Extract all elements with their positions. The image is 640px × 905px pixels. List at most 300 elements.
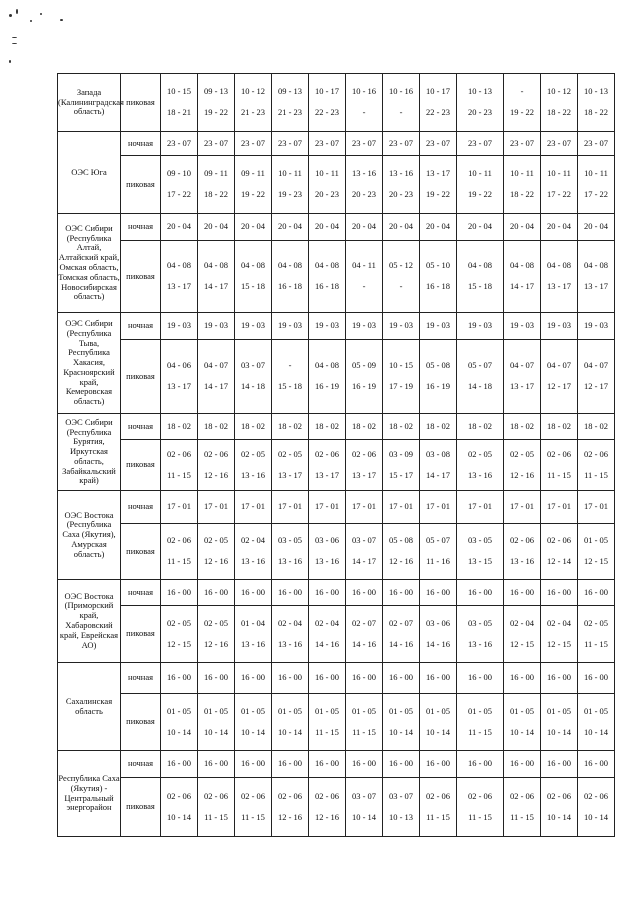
time-cell — [309, 491, 346, 524]
time-cell — [541, 694, 578, 751]
time-cell — [272, 440, 309, 491]
time-range: 16 - 18 — [277, 281, 303, 291]
period-type: ночная — [121, 214, 161, 241]
time-cell — [383, 132, 420, 156]
time-cell — [346, 491, 383, 524]
time-cell — [198, 694, 235, 751]
time-range: 15 - 18 — [277, 381, 303, 391]
time-range: 11 - 15 — [167, 556, 191, 566]
time-range: 16 - 00 — [277, 758, 303, 769]
time-range: 04 - 07 — [546, 360, 572, 371]
time-cell — [457, 74, 504, 132]
time-range: 16 - 00 — [166, 758, 192, 769]
time-cell — [541, 414, 578, 440]
time-range: 23 - 07 — [546, 137, 572, 148]
period-type: ночная — [121, 751, 161, 778]
table-row — [58, 524, 615, 580]
time-cell — [457, 214, 504, 241]
time-range: 10 - 14 — [388, 726, 414, 737]
time-range: 16 - 00 — [203, 586, 229, 597]
time-range: 16 - 00 — [277, 672, 303, 683]
time-cell — [383, 440, 420, 491]
time-cell — [346, 524, 383, 580]
time-range: 02 - 06 — [277, 790, 303, 801]
time-range: 15 - 18 — [240, 281, 266, 291]
time-range: 19 - 22 — [467, 189, 493, 199]
time-range: 16 - 00 — [509, 672, 535, 683]
scan-speck — [12, 43, 17, 44]
time-range: 12 - 17 — [583, 381, 609, 391]
time-cell — [420, 440, 457, 491]
time-cell — [578, 778, 615, 837]
time-cell — [457, 663, 504, 694]
time-cell — [578, 313, 615, 340]
time-range: - — [520, 86, 524, 97]
time-cell — [161, 440, 198, 491]
time-cell — [346, 214, 383, 241]
time-range: 01 - 05 — [546, 705, 572, 716]
time-range: 20 - 04 — [583, 221, 609, 232]
time-cell — [383, 524, 420, 580]
scan-speck — [9, 14, 12, 17]
time-range: 15 - 18 — [467, 281, 493, 291]
time-range: 16 - 00 — [425, 758, 451, 769]
time-cell — [309, 606, 346, 663]
time-range: 20 - 23 — [314, 189, 340, 199]
region-name: ОЭС Сибири (Республика Тыва, Республика Хакасия, Красноярский край, Кемеровская область) — [58, 313, 121, 414]
time-cell — [198, 214, 235, 241]
time-cell — [578, 663, 615, 694]
time-cell — [161, 663, 198, 694]
time-cell — [161, 778, 198, 837]
period-type: пиковая — [121, 156, 161, 214]
time-range: 10 - 11 — [547, 168, 571, 179]
time-range: 10 - 14 — [351, 811, 377, 822]
table-row — [58, 778, 615, 837]
time-cell — [420, 414, 457, 440]
time-range: 14 - 17 — [509, 281, 535, 291]
time-range: 11 - 15 — [352, 726, 376, 737]
time-range: 18 - 22 — [203, 189, 229, 199]
table-row — [58, 340, 615, 414]
time-cell — [504, 74, 541, 132]
time-range: 16 - 00 — [314, 758, 340, 769]
time-range: 14 - 16 — [388, 638, 414, 649]
time-cell — [457, 313, 504, 340]
time-range: 20 - 04 — [509, 221, 535, 232]
time-cell — [198, 414, 235, 440]
time-cell — [420, 491, 457, 524]
time-cell — [161, 340, 198, 414]
time-range: 10 - 17 — [425, 86, 451, 97]
time-range: 02 - 06 — [583, 448, 609, 459]
time-cell — [541, 580, 578, 606]
time-cell — [198, 340, 235, 414]
time-range: 10 - 16 — [388, 86, 414, 97]
time-cell — [457, 340, 504, 414]
time-range: - — [288, 360, 292, 371]
time-range: 12 - 16 — [203, 469, 229, 480]
time-range: 17 - 01 — [277, 501, 303, 512]
time-cell — [541, 156, 578, 214]
time-cell — [541, 74, 578, 132]
time-range: 10 - 12 — [240, 86, 266, 97]
time-cell — [504, 663, 541, 694]
time-range: 19 - 03 — [425, 320, 451, 331]
time-cell — [346, 132, 383, 156]
time-cell — [420, 132, 457, 156]
time-range: 18 - 21 — [166, 107, 192, 117]
scan-speck — [40, 13, 42, 15]
time-range: 19 - 03 — [314, 320, 340, 331]
time-range: 17 - 22 — [166, 189, 192, 199]
time-cell — [272, 663, 309, 694]
scan-speck — [16, 9, 18, 14]
time-range: 01 - 05 — [388, 705, 414, 716]
period-type: пиковая — [121, 241, 161, 313]
time-range: 12 - 15 — [509, 638, 535, 649]
time-cell — [578, 132, 615, 156]
time-cell — [504, 340, 541, 414]
time-range: 13 - 16 — [240, 638, 266, 649]
region-name: ОЭС Востока (Приморский край, Хабаровский край, Еврейская АО) — [58, 580, 121, 663]
time-cell — [504, 524, 541, 580]
time-range: 19 - 03 — [277, 320, 303, 331]
time-cell — [161, 414, 198, 440]
time-range: 14 - 17 — [203, 281, 229, 291]
region-name: ОЭС Юга — [58, 132, 121, 214]
time-range: 18 - 02 — [314, 420, 340, 431]
time-cell — [457, 778, 504, 837]
time-range: 10 - 14 — [166, 726, 192, 737]
time-range: 13 - 16 — [240, 556, 266, 566]
time-cell — [272, 214, 309, 241]
time-cell — [309, 214, 346, 241]
time-cell — [541, 214, 578, 241]
time-range: 16 - 00 — [314, 672, 340, 683]
time-range: 02 - 06 — [509, 790, 535, 801]
time-range: 17 - 01 — [467, 501, 493, 512]
time-range: 01 - 05 — [240, 705, 266, 716]
time-range: 16 - 00 — [546, 758, 572, 769]
time-range: 10 - 11 — [468, 168, 492, 179]
time-cell — [272, 132, 309, 156]
time-range: 23 - 07 — [351, 137, 377, 148]
time-range: 20 - 04 — [240, 221, 266, 232]
time-range: 09 - 11 — [204, 168, 228, 179]
time-range: 17 - 01 — [546, 501, 572, 512]
time-cell — [272, 606, 309, 663]
region-name: ОЭС Сибири (Республика Алтай, Алтайский край, Омская область, Томская область, Новосибирская область) — [58, 214, 121, 313]
time-cell — [272, 491, 309, 524]
time-range: 20 - 04 — [546, 221, 572, 232]
time-range: 12 - 14 — [546, 556, 572, 566]
time-cell — [272, 74, 309, 132]
time-range: 16 - 00 — [277, 586, 303, 597]
time-range: 20 - 04 — [467, 221, 493, 232]
time-range: 04 - 08 — [546, 260, 572, 271]
time-range: 12 - 16 — [314, 811, 340, 822]
time-range: 23 - 07 — [388, 137, 414, 148]
time-range: 20 - 04 — [203, 221, 229, 232]
time-cell — [272, 580, 309, 606]
time-range: 09 - 10 — [166, 168, 192, 179]
time-cell — [235, 491, 272, 524]
time-cell — [457, 414, 504, 440]
time-range: 19 - 03 — [240, 320, 266, 331]
time-range: 02 - 06 — [203, 790, 229, 801]
time-range: 02 - 06 — [314, 448, 340, 459]
time-range: 13 - 17 — [166, 381, 192, 391]
time-range: 19 - 22 — [509, 107, 535, 117]
time-range: 02 - 06 — [314, 790, 340, 801]
time-cell — [457, 606, 504, 663]
time-range: 17 - 01 — [509, 501, 535, 512]
time-cell — [504, 751, 541, 778]
time-cell — [457, 440, 504, 491]
time-range: 19 - 22 — [425, 189, 451, 199]
time-range: 17 - 01 — [425, 501, 451, 512]
time-cell — [235, 580, 272, 606]
time-range: 02 - 06 — [351, 448, 377, 459]
time-cell — [272, 524, 309, 580]
time-range: 04 - 08 — [277, 260, 303, 271]
time-cell — [578, 606, 615, 663]
time-cell — [309, 414, 346, 440]
time-range: 03 - 05 — [467, 535, 493, 546]
time-cell — [161, 214, 198, 241]
time-cell — [346, 313, 383, 340]
time-range: 18 - 02 — [203, 420, 229, 431]
time-range: 13 - 15 — [467, 556, 493, 566]
time-range: 16 - 19 — [425, 381, 451, 391]
time-cell — [578, 156, 615, 214]
time-cell — [309, 751, 346, 778]
time-range: 16 - 18 — [314, 281, 340, 291]
table-row — [58, 663, 615, 694]
time-range: 03 - 05 — [467, 617, 493, 628]
time-range: 16 - 00 — [166, 586, 192, 597]
time-range: 14 - 18 — [240, 381, 266, 391]
time-range: 22 - 23 — [314, 107, 340, 117]
time-range: 18 - 02 — [388, 420, 414, 431]
time-cell — [309, 74, 346, 132]
time-cell — [383, 414, 420, 440]
time-cell — [383, 580, 420, 606]
time-cell — [457, 580, 504, 606]
time-range: 01 - 04 — [240, 617, 266, 628]
time-range: 02 - 05 — [467, 448, 493, 459]
time-range: 10 - 13 — [388, 811, 414, 822]
time-range: 11 - 15 — [510, 811, 534, 822]
time-cell — [198, 241, 235, 313]
time-range: 02 - 06 — [546, 535, 572, 546]
time-range: 05 - 10 — [425, 260, 451, 271]
time-range: 10 - 14 — [166, 811, 192, 822]
time-cell — [346, 580, 383, 606]
time-range: 02 - 06 — [509, 535, 535, 546]
table-body — [58, 74, 615, 837]
period-type: пиковая — [121, 440, 161, 491]
time-cell — [346, 751, 383, 778]
time-range: 18 - 02 — [351, 420, 377, 431]
time-cell — [198, 751, 235, 778]
time-cell — [420, 214, 457, 241]
time-cell — [578, 440, 615, 491]
time-cell — [504, 313, 541, 340]
table-row — [58, 694, 615, 751]
time-cell — [504, 132, 541, 156]
time-range: 16 - 00 — [467, 672, 493, 683]
table-row — [58, 214, 615, 241]
time-cell — [504, 606, 541, 663]
time-cell — [578, 751, 615, 778]
time-cell — [420, 694, 457, 751]
time-cell — [383, 778, 420, 837]
time-range: 12 - 16 — [509, 469, 535, 480]
time-range: 03 - 07 — [351, 790, 377, 801]
time-cell — [457, 241, 504, 313]
time-cell — [309, 241, 346, 313]
time-range: 02 - 06 — [467, 790, 493, 801]
time-range: 22 - 23 — [425, 107, 451, 117]
time-range: 20 - 04 — [314, 221, 340, 232]
time-range: 16 - 00 — [351, 758, 377, 769]
time-cell — [420, 241, 457, 313]
time-range: 19 - 23 — [277, 189, 303, 199]
time-range: 16 - 18 — [425, 281, 451, 291]
time-range: 19 - 03 — [546, 320, 572, 331]
time-cell — [235, 524, 272, 580]
region-name: ОЭС Сибири (Республика Бурятия, Иркутская область, Забайкальский край) — [58, 414, 121, 491]
time-cell — [309, 778, 346, 837]
time-range: 18 - 02 — [546, 420, 572, 431]
time-range: 04 - 11 — [352, 260, 376, 271]
time-range: 10 - 17 — [314, 86, 340, 97]
period-type: пиковая — [121, 694, 161, 751]
time-range: 14 - 17 — [203, 381, 229, 391]
time-cell — [161, 751, 198, 778]
time-range: 18 - 02 — [583, 420, 609, 431]
time-range: 02 - 06 — [546, 790, 572, 801]
time-range: 01 - 05 — [314, 705, 340, 716]
time-range: 13 - 17 — [509, 381, 535, 391]
time-range: 16 - 19 — [314, 381, 340, 391]
time-cell — [161, 74, 198, 132]
time-cell — [420, 606, 457, 663]
time-range: 02 - 05 — [583, 617, 609, 628]
time-range: 02 - 06 — [166, 448, 192, 459]
time-range: 13 - 16 — [277, 638, 303, 649]
time-cell — [235, 340, 272, 414]
period-type: пиковая — [121, 340, 161, 414]
time-range: 10 - 14 — [509, 726, 535, 737]
time-range: 16 - 00 — [240, 672, 266, 683]
time-cell — [504, 241, 541, 313]
time-range: 14 - 16 — [351, 638, 377, 649]
table-row — [58, 313, 615, 340]
time-cell — [309, 156, 346, 214]
time-cell — [541, 778, 578, 837]
time-range: 03 - 09 — [388, 448, 414, 459]
time-cell — [541, 241, 578, 313]
time-range: 18 - 02 — [509, 420, 535, 431]
period-type: ночная — [121, 663, 161, 694]
time-cell — [504, 414, 541, 440]
time-cell — [309, 132, 346, 156]
time-cell — [420, 751, 457, 778]
time-range: 18 - 22 — [509, 189, 535, 199]
time-cell — [346, 663, 383, 694]
time-range: 10 - 13 — [467, 86, 493, 97]
time-range: 02 - 04 — [546, 617, 572, 628]
time-cell — [198, 156, 235, 214]
period-type: пиковая — [121, 74, 161, 132]
time-range: 20 - 23 — [388, 189, 414, 199]
time-cell — [457, 751, 504, 778]
table-row — [58, 156, 615, 214]
time-cell — [383, 214, 420, 241]
time-cell — [346, 694, 383, 751]
time-range: 12 - 15 — [546, 638, 572, 649]
time-range: 16 - 00 — [351, 586, 377, 597]
time-range: 18 - 02 — [240, 420, 266, 431]
time-range: 03 - 05 — [277, 535, 303, 546]
time-range: 17 - 01 — [240, 501, 266, 512]
time-cell — [578, 414, 615, 440]
time-range: 11 - 15 — [315, 726, 339, 737]
time-range: 11 - 15 — [426, 811, 450, 822]
time-range: 01 - 05 — [351, 705, 377, 716]
time-range: 16 - 00 — [467, 758, 493, 769]
time-range: 02 - 07 — [351, 617, 377, 628]
time-range: 01 - 05 — [277, 705, 303, 716]
time-range: 10 - 14 — [546, 726, 572, 737]
time-cell — [504, 440, 541, 491]
time-range: 19 - 03 — [351, 320, 377, 331]
time-cell — [272, 241, 309, 313]
time-cell — [457, 156, 504, 214]
table-row — [58, 440, 615, 491]
time-cell — [309, 580, 346, 606]
time-cell — [346, 74, 383, 132]
time-cell — [161, 694, 198, 751]
time-range: 16 - 00 — [509, 586, 535, 597]
time-range: 17 - 01 — [583, 501, 609, 512]
time-range: 16 - 00 — [425, 672, 451, 683]
time-cell — [161, 491, 198, 524]
time-range: 14 - 16 — [314, 638, 340, 649]
time-range: 10 - 11 — [278, 168, 302, 179]
time-cell — [198, 524, 235, 580]
time-range: 17 - 01 — [351, 501, 377, 512]
time-cell — [541, 313, 578, 340]
time-range: 04 - 08 — [314, 360, 340, 371]
time-range: 02 - 05 — [277, 448, 303, 459]
time-cell — [272, 694, 309, 751]
time-range: 12 - 16 — [388, 556, 414, 566]
time-cell — [383, 663, 420, 694]
time-range: 13 - 16 — [240, 469, 266, 480]
time-range: 13 - 17 — [166, 281, 192, 291]
time-cell — [457, 524, 504, 580]
time-range: 13 - 16 — [467, 638, 493, 649]
time-range: 10 - 11 — [584, 168, 608, 179]
time-cell — [235, 694, 272, 751]
time-range: 11 - 15 — [547, 469, 571, 480]
time-cell — [578, 694, 615, 751]
time-range: 02 - 07 — [388, 617, 414, 628]
